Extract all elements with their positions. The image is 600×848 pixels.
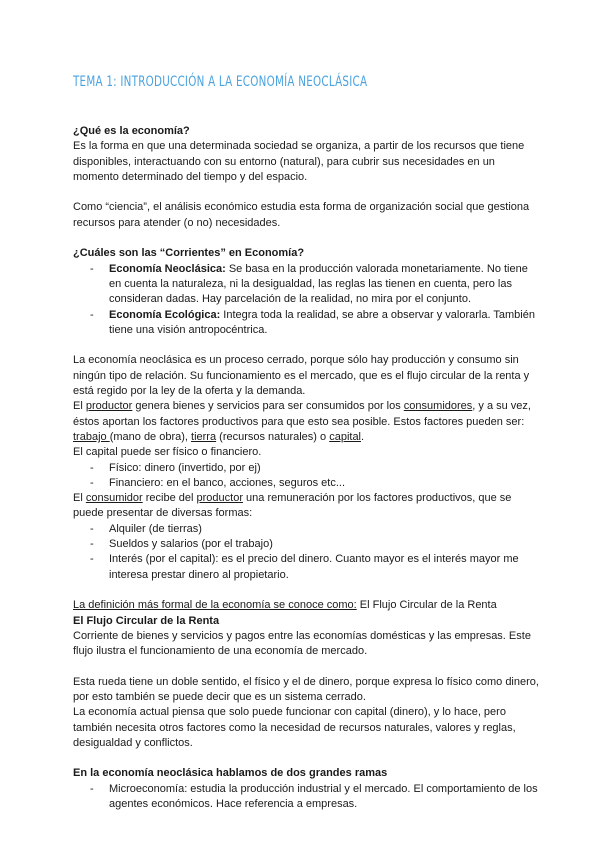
list-item: - Interés (por el capital): es el precio del dinero. Cuanto mayor es el interés mayor me interesa prestar dinero al propietario. xyxy=(109,552,543,583)
capital-list xyxy=(73,461,543,492)
heading-flujo-circular: El Flujo Circular de la Renta xyxy=(73,614,220,627)
underlined-trabajo: trabajo xyxy=(73,430,110,443)
paragraph-definicion-formal: La definición más formal de la economía se conoce como: El Flujo Circular de la Renta xyxy=(73,599,497,612)
paragraph-definition: Es la forma en que una determinada sociedad se organiza, a partir de los recursos que tiene disponibles, interactuando con su entorno (natural), para cubrir sus necesidades en un momento determinado del tiempo y del espacio. xyxy=(73,140,525,183)
corrientes-list xyxy=(73,262,543,338)
list-item-ecologica xyxy=(109,308,543,339)
list-item-neoclasica xyxy=(109,262,543,308)
paragraph-consumidor: El consumidor recibe del productor una remuneración por los factores productivos, que se puede presentar de diversas formas: xyxy=(73,492,512,520)
paragraph-corriente: Corriente de bienes y servicios y pagos entre las economías domésticas y las empresas. Este flujo ilustra el funcionamiento de una economía de mercado. xyxy=(73,629,531,658)
list-item: - Alquiler (de tierras) xyxy=(109,522,543,537)
paragraph-economia-actual: La economía actual piensa que solo puede funcionar con capital (dinero), y lo hace, pero también necesita otros factores como la necesidad de recursos naturales, valores y reglas, desigualdad y conflictos. xyxy=(73,706,516,749)
text-neoclasica: Se basa en la producción valorada monetariamente. No tiene en cuenta la naturaleza, ni la desigualdad, las reglas las tienen en cuenta, pero las consideran dadas. Hay parcelación de la realidad, no mira por el conjunto. xyxy=(109,262,528,306)
underlined-productor-2: productor xyxy=(196,492,243,505)
underlined-productor: productor xyxy=(85,400,133,413)
paragraph-ciencia: Como “ciencia”, el análisis económico estudia esta forma de organización social que gestiona recursos para atender (o no) necesidades. xyxy=(73,201,530,229)
paragraph-rueda: Esta rueda tiene un doble sentido, el físico y el de dinero, porque expresa lo físico como dinero, por esto también se puede decir que es un sistema cerrado. xyxy=(73,675,539,703)
remuneration-list xyxy=(73,522,543,583)
heading-que-es-economia: ¿Qué es la economía? xyxy=(73,125,190,137)
ramas-list xyxy=(73,782,543,813)
underlined-definicion: La definición más formal de la economía se conoce como: xyxy=(73,599,357,612)
document-title: TEMA 1: INTRODUCCIÓN A LA ECONOMÍA NEOCLÁSICA xyxy=(73,74,368,90)
text-ecologica: Integra toda la realidad, se abre a observar y valorarla. También tiene una visión antropocéntrica. xyxy=(109,308,535,336)
underlined-consumidores: consumidores xyxy=(403,400,473,413)
term-ecologica: Economía Ecológica: xyxy=(109,308,221,321)
paragraph-capital: El capital puede ser físico o financiero. xyxy=(73,446,262,459)
underlined-capital: capital xyxy=(329,430,361,443)
underlined-tierra: tierra xyxy=(191,430,217,443)
underlined-consumidor: consumidor xyxy=(85,492,143,505)
list-item-microeconomia: - Microeconomía: estudia la producción industrial y el mercado. El comportamiento de los agentes económicos. Hace referencia a empresas. xyxy=(109,782,543,813)
list-item: - Sueldos y salarios (por el trabajo) xyxy=(109,537,543,552)
term-neoclasica: Economía Neoclásica: xyxy=(109,262,226,275)
list-item: - Financiero: en el banco, acciones, seguros etc... xyxy=(109,476,543,491)
document-page xyxy=(73,74,543,812)
paragraph-proceso-cerrado: La economía neoclásica es un proceso cerrado, porque sólo hay producción y consumo sin ningún tipo de relación. Su funcionamiento es el mercado, que es el flujo circular de la renta y está regido por la ley de la oferta y la demanda. xyxy=(73,354,530,398)
heading-ramas: En la economía neoclásica hablamos de dos grandes ramas xyxy=(73,767,388,780)
list-item: - Físico: dinero (invertido, por ej) xyxy=(109,461,543,476)
heading-corrientes: ¿Cuáles son las “Corrientes” en Economía? xyxy=(73,247,305,260)
paragraph-productor: El productor genera bienes y servicios para ser consumidos por los consumidores, y a su vez, éstos aportan los factores productivos para que esto sea posible. Estos factores pueden ser: trabajo (mano de obra), tierra (recursos naturales) o capital. xyxy=(73,400,531,443)
